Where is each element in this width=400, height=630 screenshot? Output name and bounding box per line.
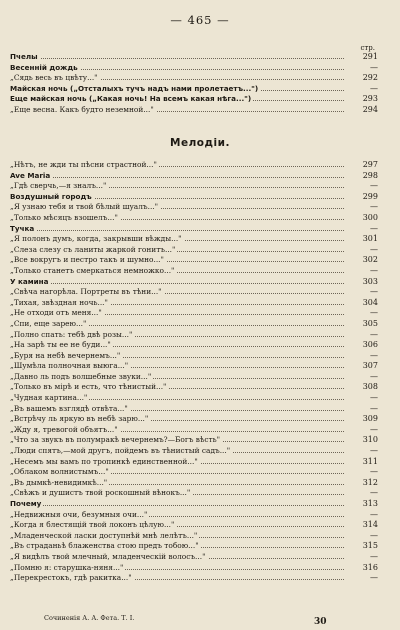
section-title: Мелодіи. [170, 137, 230, 149]
toc-list-top [10, 52, 378, 116]
toc-entry-page: — [346, 488, 378, 499]
leader-dots [14, 58, 344, 59]
toc-entry-title: „Что за звукъ въ полумракѣ вечернемъ?—Богъ вѣсть" [10, 435, 221, 445]
toc-entry [10, 213, 378, 224]
toc-entry [10, 181, 378, 192]
toc-entry [10, 171, 378, 182]
toc-entry-title: „Недвижныя очи, безумныя очи..." [10, 509, 148, 519]
toc-entry-title: Воздушный городъ [10, 191, 92, 201]
toc-entry [10, 319, 378, 330]
toc-entry [10, 224, 378, 235]
toc-entry [10, 340, 378, 351]
toc-entry-page: 307 [346, 361, 378, 372]
toc-entry-page: 315 [346, 541, 378, 552]
toc-entry-title: Майская ночь („Отсталыхъ тучъ надъ нами пролетаетъ...") [10, 83, 259, 93]
toc-entry [10, 255, 378, 266]
toc-entry-title: „Я видѣлъ твой млечный, младенческій волосъ..." [10, 551, 206, 561]
toc-entry [10, 382, 378, 393]
toc-entry-page: 306 [346, 340, 378, 351]
toc-entry-title: Весенній дождь [10, 62, 78, 72]
toc-entry [10, 467, 378, 478]
toc-entry-title: Почему [10, 499, 42, 508]
toc-entry [10, 552, 378, 563]
toc-entry-title: У камина [10, 276, 49, 286]
toc-entry-title: „Я узнаю тебя и твой бѣлый шуалъ..." [10, 202, 159, 212]
toc-entry-title: „Встрѣчу ль яркую въ небѣ зарю..." [10, 414, 149, 424]
toc-entry [10, 414, 378, 425]
toc-entry [10, 94, 378, 105]
toc-entry-title: „Спи, еще зарею..." [10, 318, 87, 328]
toc-entry [10, 266, 378, 277]
toc-entry-title: „Люди спятъ,—мой другъ, пойдемъ въ тѣнистый садъ..." [10, 446, 231, 456]
toc-entry-title: „Въ дымкѣ-невидимкѣ..." [10, 477, 108, 487]
toc-entry-title: „Въ страданьѣ блаженства стою предъ тобою..." [10, 541, 199, 551]
toc-entry-title: „Помню я: старушка-няня..." [10, 562, 124, 572]
toc-entry-title: „Облаком волнистымъ..." [10, 467, 109, 477]
toc-entry-title: „Тихая, звѣздная ночь..." [10, 297, 108, 307]
toc-entry-page: — [346, 245, 378, 256]
toc-entry-page: 297 [346, 160, 378, 171]
toc-entry [10, 541, 378, 552]
toc-entry-title: Еще майская ночь („Какая ночь! На всемъ какая нѣга...") [10, 94, 252, 104]
toc-entry [10, 308, 378, 319]
toc-entry-title: Пчелы [10, 52, 38, 61]
toc-entry-title: „Все вокругъ и пестро такъ и шумно..." [10, 255, 164, 265]
toc-entry-page: 293 [346, 94, 378, 105]
toc-entry-page: 302 [346, 255, 378, 266]
toc-entry-page: — [346, 404, 378, 415]
toc-entry [10, 234, 378, 245]
toc-entry-page: 298 [346, 171, 378, 182]
toc-entry [10, 510, 378, 521]
toc-entry-page: 311 [346, 457, 378, 468]
toc-entry [10, 52, 378, 63]
toc-entry-title: „Перекрестокъ, гдѣ ракитка..." [10, 573, 132, 583]
toc-entry-page: — [346, 330, 378, 341]
toc-entry-title: „Жду я, тревогой объятъ..." [10, 424, 118, 434]
toc-entry-title: „Давно ль подъ волшебные звуки..." [10, 371, 152, 381]
toc-entry-title: „Шумѣла полночная выюга..." [10, 361, 129, 371]
toc-entry-page: 312 [346, 478, 378, 489]
toc-entry-page: 291 [346, 52, 378, 63]
toc-entry-title: „Въ вашемъ взглядѣ отвѣта..." [10, 403, 128, 413]
toc-entry [10, 425, 378, 436]
toc-entry-page: — [346, 84, 378, 95]
toc-entry-page: 308 [346, 382, 378, 393]
toc-entry [10, 192, 378, 203]
toc-entry [10, 435, 378, 446]
toc-entry-page: 305 [346, 319, 378, 330]
toc-entry-page: 314 [346, 520, 378, 531]
toc-entry [10, 372, 378, 383]
toc-entry-title: „Еще весна. Какъ будто неземной..." [10, 104, 154, 114]
page-column-header: стр. [360, 44, 375, 52]
toc-entry-title: „Нѣтъ, не жди ты пѣсни страстной..." [10, 160, 157, 169]
toc-entry-page: — [346, 531, 378, 542]
toc-list-melodies [10, 160, 378, 584]
toc-entry [10, 351, 378, 362]
toc-entry-page: — [346, 446, 378, 457]
toc-entry [10, 563, 378, 574]
leader-dots [14, 230, 344, 231]
toc-entry [10, 488, 378, 499]
toc-entry [10, 330, 378, 341]
toc-entry-page: — [346, 425, 378, 436]
toc-entry [10, 277, 378, 288]
toc-entry [10, 531, 378, 542]
toc-entry [10, 298, 378, 309]
toc-entry-page: — [346, 393, 378, 404]
toc-entry-page: 301 [346, 234, 378, 245]
toc-entry-page: 303 [346, 277, 378, 288]
toc-entry-page: — [346, 63, 378, 74]
toc-entry-page: — [346, 351, 378, 362]
toc-entry [10, 63, 378, 74]
toc-entry-page: — [346, 552, 378, 563]
toc-entry [10, 393, 378, 404]
toc-entry-page: 299 [346, 192, 378, 203]
toc-entry-page: — [346, 573, 378, 584]
footer-text: Сочиненія А. А. Фета. Т. I. [44, 614, 135, 622]
toc-entry-page: — [346, 467, 378, 478]
toc-entry-page: — [346, 181, 378, 192]
toc-entry-title: „Сядь весь въ цвѣту..." [10, 73, 98, 83]
toc-entry-title: „Буря на небѣ вечернемъ..." [10, 350, 121, 360]
page-number: — 465 — [170, 13, 230, 27]
toc-entry-page: — [346, 224, 378, 235]
toc-entry [10, 160, 378, 171]
toc-entry [10, 287, 378, 298]
toc-entry [10, 457, 378, 468]
toc-entry-page: — [346, 202, 378, 213]
leader-dots [14, 505, 344, 506]
toc-entry-title: „Только мѣсяцъ взошелъ..." [10, 212, 118, 222]
toc-entry [10, 520, 378, 531]
toc-entry [10, 245, 378, 256]
toc-entry [10, 202, 378, 213]
toc-entry-title: „На зарѣ ты ее не буди..." [10, 340, 111, 350]
toc-entry-title: „Только въ мірѣ и есть, что тѣнистый..." [10, 382, 167, 392]
toc-entry-title: „Свѣча нагорѣла. Портреты въ тѣни..." [10, 287, 162, 297]
toc-entry [10, 73, 378, 84]
toc-entry-page: 310 [346, 435, 378, 446]
toc-entry-page: 300 [346, 213, 378, 224]
toc-entry-title: „Слеза слезу съ ланиты жаркой гонитъ..." [10, 244, 176, 254]
toc-entry [10, 361, 378, 372]
toc-entry-page: 309 [346, 414, 378, 425]
leader-dots [14, 177, 344, 178]
toc-entry-title: „Чудная картина..." [10, 393, 88, 403]
toc-entry [10, 404, 378, 415]
toc-entry-title: „Гдѣ сверчь,—я зналъ..." [10, 181, 107, 191]
toc-entry-title: „Когда я блестящій твой локонъ цѣлую..." [10, 520, 175, 530]
toc-entry-page: 294 [346, 105, 378, 116]
toc-entry-page: — [346, 372, 378, 383]
leader-dots [14, 283, 344, 284]
toc-entry [10, 84, 378, 95]
toc-entry-title: Тучка [10, 223, 35, 233]
toc-entry-page: — [346, 510, 378, 521]
toc-entry [10, 478, 378, 489]
toc-entry-title: „Младенческой ласки доступнѣй мнѣ лелѣтъ..." [10, 530, 198, 540]
toc-entry-page: — [346, 266, 378, 277]
toc-entry-page: — [346, 308, 378, 319]
toc-entry-title: „Я полонъ думъ, когда, закрывши вѣжды..." [10, 234, 182, 244]
toc-entry-page: 316 [346, 563, 378, 574]
toc-entry [10, 499, 378, 510]
toc-entry-page: — [346, 287, 378, 298]
toc-entry [10, 446, 378, 457]
toc-entry-title: „Свѣжъ и душистъ твой роскошный вѣнокъ..." [10, 488, 191, 498]
toc-entry-page: 292 [346, 73, 378, 84]
footer-signature: 30 [314, 617, 327, 627]
toc-entry-page: 304 [346, 298, 378, 309]
toc-entry [10, 573, 378, 584]
toc-entry-title: „Полно спать: тебѣ двѣ розы..." [10, 329, 133, 339]
toc-entry [10, 105, 378, 116]
toc-entry-page: 313 [346, 499, 378, 510]
toc-entry-title: „Только станетъ смеркаться немножко..." [10, 265, 175, 275]
toc-entry-title: „Не отходи отъ меня..." [10, 308, 102, 318]
toc-entry-title: „Несемъ мы вамъ по тропинкѣ единственной..." [10, 456, 198, 466]
toc-entry-title: Ave Maria [10, 170, 51, 180]
